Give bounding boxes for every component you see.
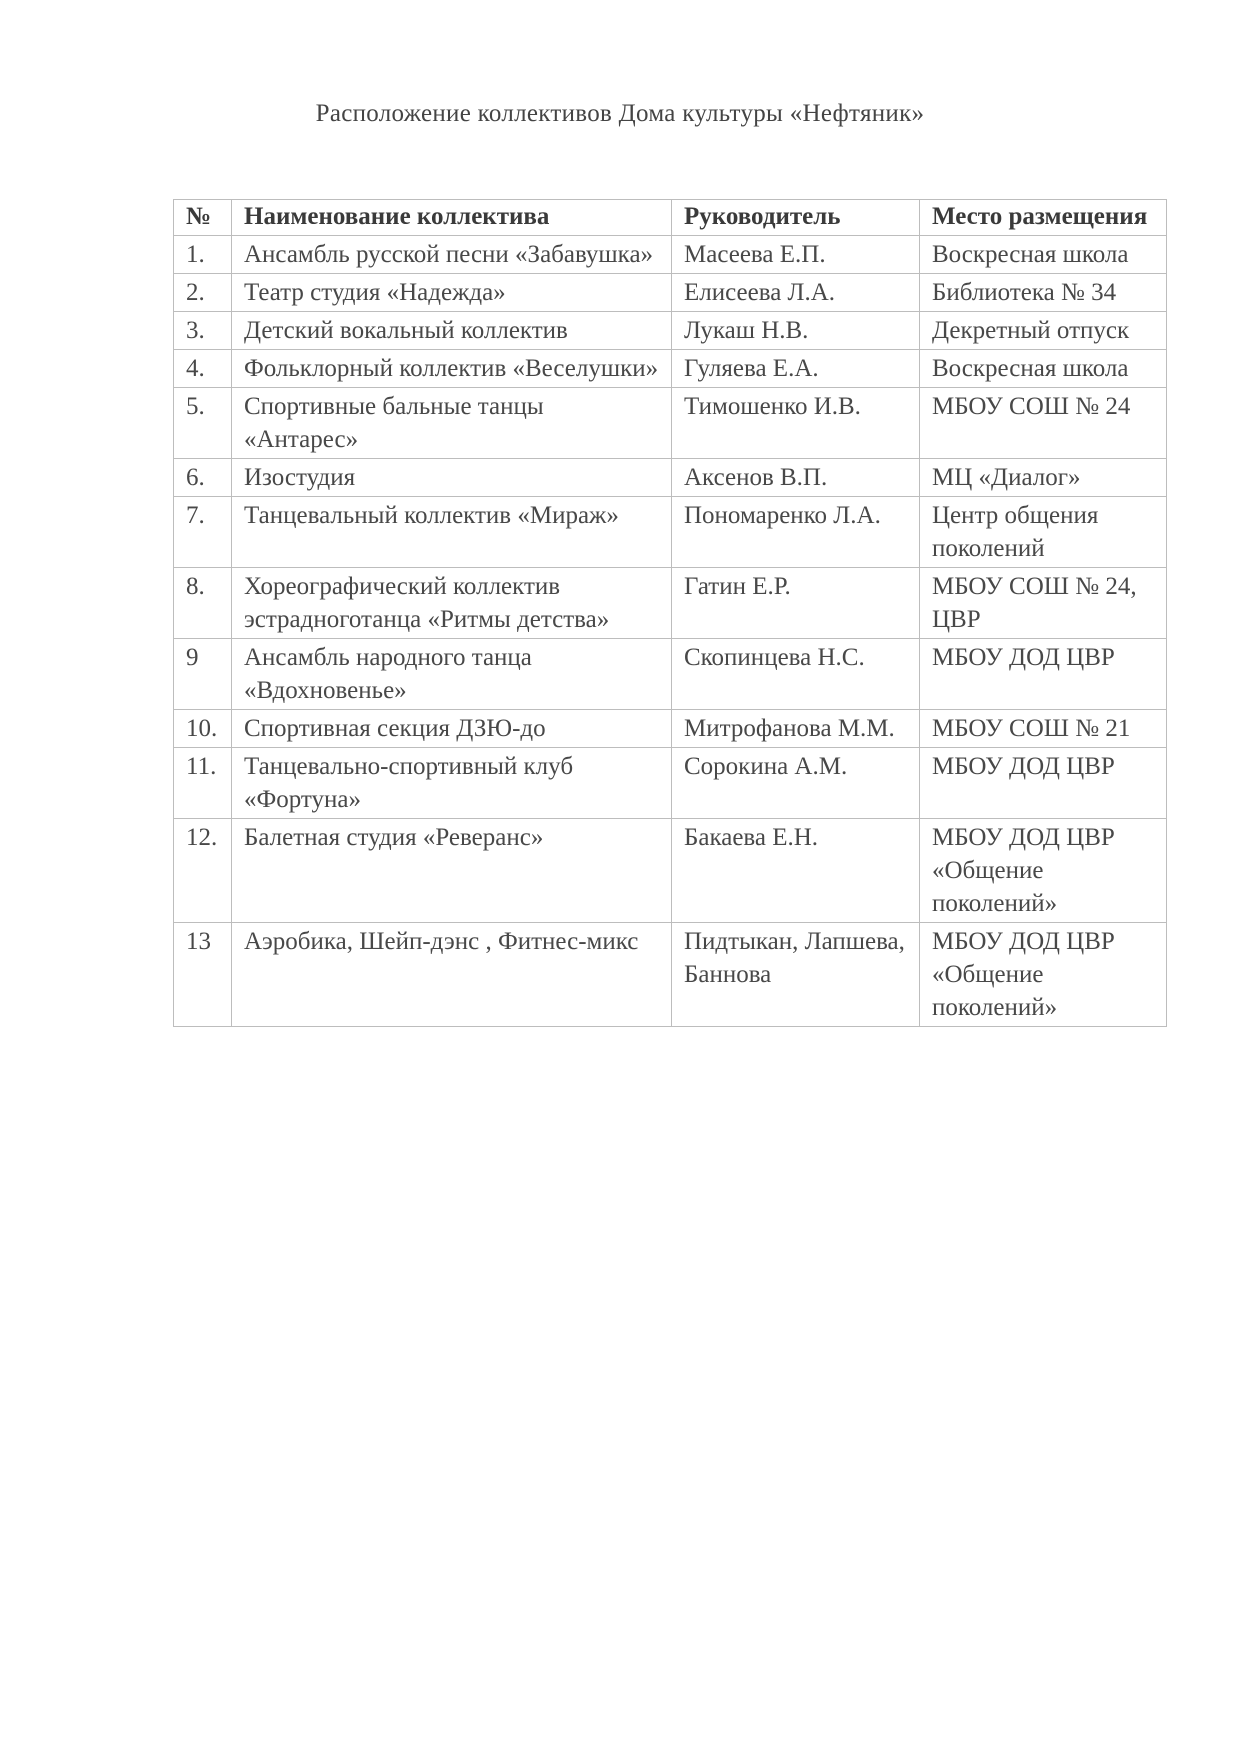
table-row bbox=[174, 819, 1167, 923]
cell-leader: Сорокина А.М. bbox=[672, 748, 920, 819]
cell-leader: Пидтыкан, Лапшева, Баннова bbox=[672, 923, 920, 1027]
cell-num: 8. bbox=[174, 568, 232, 639]
cell-num: 6. bbox=[174, 459, 232, 497]
cell-num: 10. bbox=[174, 710, 232, 748]
cell-name: Ансамбль русской песни «Забавушка» bbox=[232, 236, 672, 274]
table-row bbox=[174, 748, 1167, 819]
cell-num: 5. bbox=[174, 388, 232, 459]
cell-place: Библиотека № 34 bbox=[920, 274, 1167, 312]
cell-num: 3. bbox=[174, 312, 232, 350]
cell-leader: Елисеева Л.А. bbox=[672, 274, 920, 312]
cell-place: МБОУ ДОД ЦВР bbox=[920, 748, 1167, 819]
cell-num: 4. bbox=[174, 350, 232, 388]
cell-place: МЦ «Диалог» bbox=[920, 459, 1167, 497]
cell-leader: Митрофанова М.М. bbox=[672, 710, 920, 748]
table-row bbox=[174, 459, 1167, 497]
cell-name: Аэробика, Шейп-дэнс , Фитнес-микс bbox=[232, 923, 672, 1027]
cell-name: Хореографический коллектив эстрадноготанца «Ритмы детства» bbox=[232, 568, 672, 639]
table-row bbox=[174, 710, 1167, 748]
header-leader: Руководитель bbox=[672, 200, 920, 236]
cell-name: Фольклорный коллектив «Веселушки» bbox=[232, 350, 672, 388]
cell-num: 7. bbox=[174, 497, 232, 568]
table-row bbox=[174, 350, 1167, 388]
cell-place: МБОУ СОШ № 24 bbox=[920, 388, 1167, 459]
cell-name: Спортивные бальные танцы «Антарес» bbox=[232, 388, 672, 459]
cell-leader: Лукаш Н.В. bbox=[672, 312, 920, 350]
table-row bbox=[174, 236, 1167, 274]
cell-name: Танцевально-спортивный клуб «Фортуна» bbox=[232, 748, 672, 819]
collectives-table bbox=[173, 199, 1167, 1027]
table-row bbox=[174, 312, 1167, 350]
cell-leader: Масеева Е.П. bbox=[672, 236, 920, 274]
table-row bbox=[174, 568, 1167, 639]
cell-name: Театр студия «Надежда» bbox=[232, 274, 672, 312]
table-row bbox=[174, 639, 1167, 710]
cell-num: 2. bbox=[174, 274, 232, 312]
cell-place: МБОУ ДОД ЦВР «Общение поколений» bbox=[920, 819, 1167, 923]
header-place: Место размещения bbox=[920, 200, 1167, 236]
cell-name: Ансамбль народного танца «Вдохновенье» bbox=[232, 639, 672, 710]
cell-name: Детский вокальный коллектив bbox=[232, 312, 672, 350]
cell-num: 13 bbox=[174, 923, 232, 1027]
table-row bbox=[174, 923, 1167, 1027]
cell-place: МБОУ ДОД ЦВР «Общение поколений» bbox=[920, 923, 1167, 1027]
cell-leader: Гуляева Е.А. bbox=[672, 350, 920, 388]
cell-name: Спортивная секция ДЗЮ-до bbox=[232, 710, 672, 748]
table-row bbox=[174, 274, 1167, 312]
cell-name: Балетная студия «Реверанс» bbox=[232, 819, 672, 923]
table-row bbox=[174, 497, 1167, 568]
cell-leader: Аксенов В.П. bbox=[672, 459, 920, 497]
page-title: Расположение коллективов Дома культуры «Нефтяник» bbox=[315, 100, 925, 127]
cell-place: Воскресная школа bbox=[920, 350, 1167, 388]
cell-num: 9 bbox=[174, 639, 232, 710]
cell-place: Воскресная школа bbox=[920, 236, 1167, 274]
header-name: Наименование коллектива bbox=[232, 200, 672, 236]
cell-num: 1. bbox=[174, 236, 232, 274]
cell-place: МБОУ СОШ № 24, ЦВР bbox=[920, 568, 1167, 639]
cell-place: МБОУ СОШ № 21 bbox=[920, 710, 1167, 748]
header-num: № bbox=[174, 200, 232, 236]
cell-leader: Пономаренко Л.А. bbox=[672, 497, 920, 568]
cell-leader: Тимошенко И.В. bbox=[672, 388, 920, 459]
cell-place: Декретный отпуск bbox=[920, 312, 1167, 350]
cell-leader: Скопинцева Н.С. bbox=[672, 639, 920, 710]
cell-place: МБОУ ДОД ЦВР bbox=[920, 639, 1167, 710]
table-row bbox=[174, 388, 1167, 459]
cell-place: Центр общения поколений bbox=[920, 497, 1167, 568]
table-header-row bbox=[174, 200, 1167, 236]
cell-name: Изостудия bbox=[232, 459, 672, 497]
cell-leader: Бакаева Е.Н. bbox=[672, 819, 920, 923]
cell-name: Танцевальный коллектив «Мираж» bbox=[232, 497, 672, 568]
cell-leader: Гатин Е.Р. bbox=[672, 568, 920, 639]
cell-num: 11. bbox=[174, 748, 232, 819]
cell-num: 12. bbox=[174, 819, 232, 923]
